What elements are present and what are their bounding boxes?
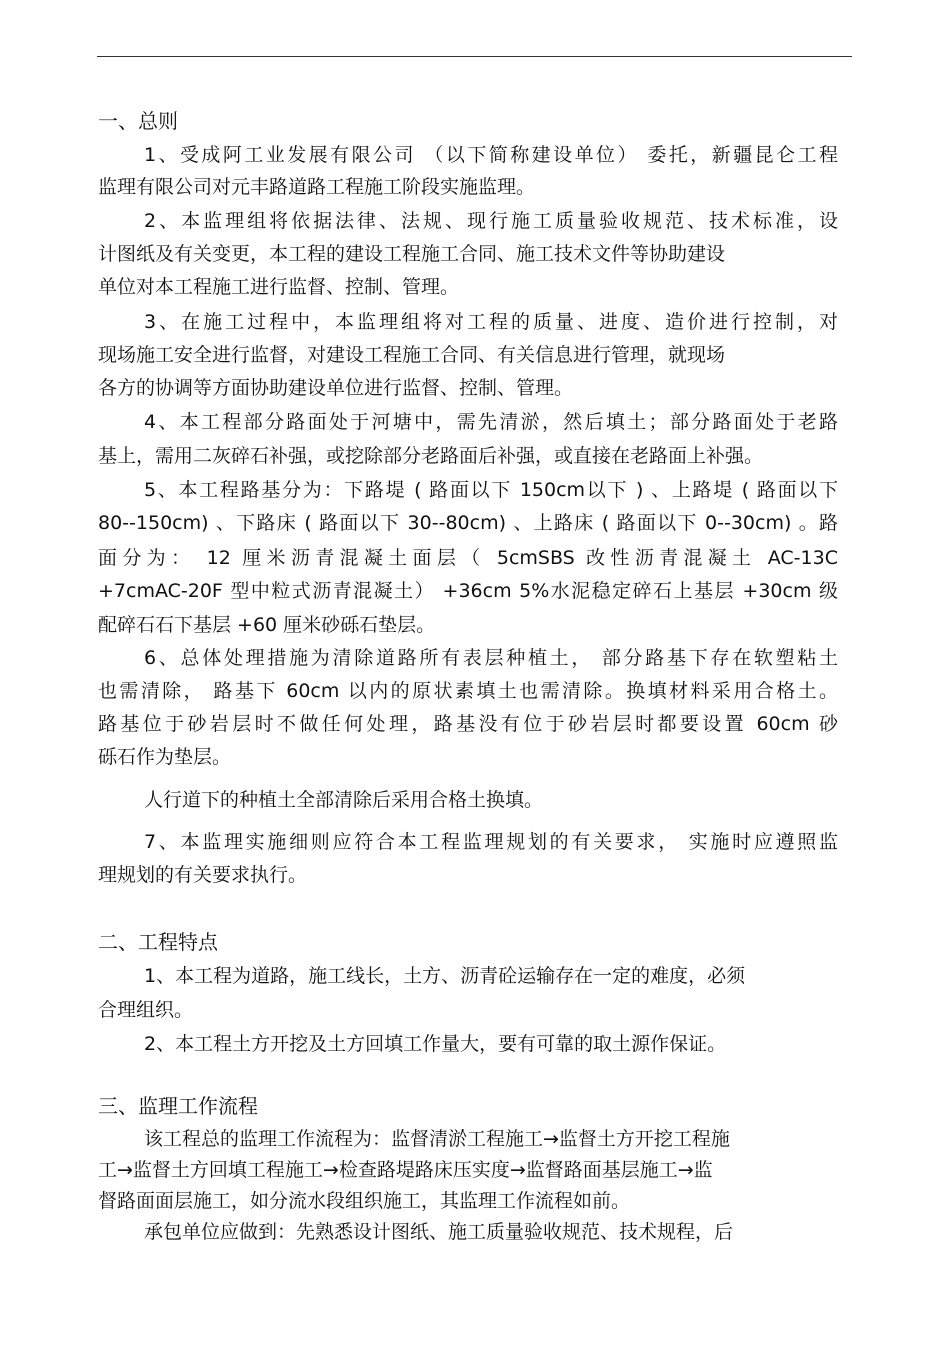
paragraph-line: 现场施工安全进行监督，对建设工程施工合同、有关信息进行管理，就现场 bbox=[98, 344, 726, 366]
paragraph-line: 4、本工程部分路面处于河塘中，需先清淤，然后填土；部分路面处于老路 bbox=[144, 411, 838, 433]
paragraph-line: 工→监督土方回填工程施工→检查路堤路床压实度→监督路面基层施工→监 bbox=[98, 1159, 713, 1181]
paragraph-line: 面分为： 12 厘米沥青混凝土面层（ 5cmSBS 改性沥青混凝土 AC-13C bbox=[98, 547, 838, 569]
paragraph-line: 3、在施工过程中，本监理组将对工程的质量、进度、造价进行控制，对 bbox=[144, 311, 838, 333]
paragraph-line: 合理组织。 bbox=[98, 999, 194, 1021]
paragraph-line: 配碎石石下基层 +60 厘米砂砾石垫层。 bbox=[98, 614, 436, 636]
paragraph-line: 2、本工程土方开挖及土方回填工作量大，要有可靠的取土源作保证。 bbox=[144, 1033, 727, 1055]
paragraph-line: 6、总体处理措施为清除道路所有表层种植土， 部分路基下存在软塑粘土 bbox=[144, 647, 838, 669]
paragraph-line: 监理有限公司对元丰路道路工程施工阶段实施监理。 bbox=[98, 176, 536, 198]
paragraph-line: 基上，需用二灰碎石补强，或挖除部分老路面后补强，或直接在老路面上补强。 bbox=[98, 445, 764, 467]
section-heading-workflow: 三、监理工作流程 bbox=[98, 1094, 258, 1118]
paragraph-line: 7、本监理实施细则应符合本工程监理规划的有关要求， 实施时应遵照监 bbox=[144, 831, 838, 853]
paragraph-line: 该工程总的监理工作流程为：监督清淤工程施工→监督土方开挖工程施 bbox=[144, 1128, 730, 1150]
header-rule bbox=[97, 56, 852, 57]
paragraph-line: 单位对本工程施工进行监督、控制、管理。 bbox=[98, 276, 460, 298]
paragraph-line: 督路面面层施工，如分流水段组织施工，其监理工作流程如前。 bbox=[98, 1190, 631, 1212]
paragraph-line: +7cmAC-20F 型中粒式沥青混凝土） +36cm 5%水泥稳定碎石上基层 +30cm 级 bbox=[98, 580, 838, 602]
paragraph-line: 1、本工程为道路，施工线长，土方、沥青砼运输存在一定的难度，必须 bbox=[144, 965, 746, 987]
paragraph-line: 承包单位应做到：先熟悉设计图纸、施工质量验收规范、技术规程，后 bbox=[144, 1221, 734, 1243]
section-heading-features: 二、工程特点 bbox=[98, 930, 218, 954]
paragraph-line: 人行道下的种植土全部清除后采用合格土换填。 bbox=[144, 789, 544, 811]
paragraph-line: 各方的协调等方面协助建设单位进行监督、控制、管理。 bbox=[98, 377, 574, 399]
section-heading-general: 一、总则 bbox=[98, 109, 178, 133]
paragraph-line: 1、受成阿工业发展有限公司 （以下简称建设单位） 委托，新疆昆仑工程 bbox=[144, 144, 838, 166]
paragraph-line: 计图纸及有关变更，本工程的建设工程施工合同、施工技术文件等协助建设 bbox=[98, 243, 726, 265]
paragraph-line: 砾石作为垫层。 bbox=[98, 746, 232, 768]
paragraph-line: 路基位于砂岩层时不做任何处理，路基没有位于砂岩层时都要设置 60cm 砂 bbox=[98, 713, 838, 735]
paragraph-line: 也需清除， 路基下 60cm 以内的原状素填土也需清除。换填材料采用合格土。 bbox=[98, 680, 838, 702]
paragraph-line: 2、本监理组将依据法律、法规、现行施工质量验收规范、技术标准，设 bbox=[144, 210, 838, 232]
paragraph-line: 5、本工程路基分为：下路堤 ( 路面以下 150cm以下 ) 、上路堤 ( 路面以下 bbox=[144, 479, 838, 501]
paragraph-line: 80--150cm) 、下路床 ( 路面以下 30--80cm) 、上路床 ( 路面以下 0--30cm) 。路 bbox=[98, 512, 838, 534]
paragraph-line: 理规划的有关要求执行。 bbox=[98, 864, 308, 886]
